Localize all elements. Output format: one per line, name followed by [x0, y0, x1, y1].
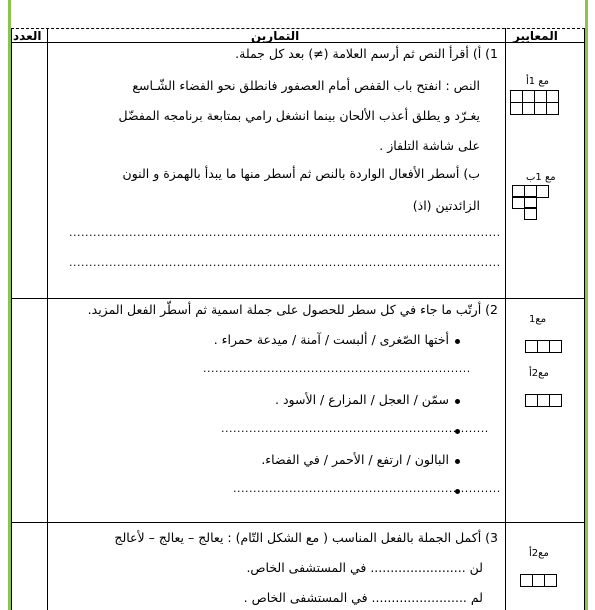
- ex1-text-line-3: على شاشة التلفاز .: [379, 138, 480, 153]
- ex2-item-2: سمّن / العجل / المزارع / الأسود .: [275, 392, 449, 407]
- ex2-bullet-2: [455, 399, 460, 404]
- ex3-instruction: 3) أكمل الجملة بالفعل المناسب ( مع الشكل التّام) : يعالج – يعالج – لأعالج: [114, 530, 498, 545]
- ex1-criterion-b: مع 1ب: [526, 172, 556, 183]
- grid-line-right: [584, 28, 585, 610]
- ex2-bullet-3: [455, 459, 460, 464]
- row-separator-2: [11, 522, 585, 523]
- ex3-criterion: مع2أ: [529, 548, 549, 559]
- exam-sheet: [11, 0, 585, 610]
- ex1-part-b-line-2: الزائدتين (اذ): [412, 198, 480, 213]
- grid-line-score: [47, 28, 48, 610]
- ex2-score-boxes-1: [526, 340, 562, 353]
- row-separator-1: [11, 298, 585, 299]
- ex1-instruction: 1) أ) أقرأ النص ثم أرسم العلامة (≠) بعد كل جملة.: [235, 46, 498, 61]
- header-exercises: التمارين: [251, 29, 300, 43]
- ex2-item-3: البالون / ارتفع / الأحمر / في الفضاء.: [261, 452, 449, 467]
- ex1-criterion-a: مع 1أ: [526, 76, 550, 87]
- ex1-score-boxes-a-row2: [511, 102, 559, 115]
- ex3-line-2: لم ........................ في المستشفى الخاص .: [243, 590, 483, 605]
- ex1-text-line-2: يغـرّد و يطلق أعذب الألحان بينما انشغل رامي بمتابعة برنامجه المفضّل: [118, 108, 480, 123]
- ex1-score-boxes-b-row3: [513, 207, 537, 220]
- ex2-criterion-2: مع2أ: [529, 368, 549, 379]
- header-criteria: المعايير: [513, 29, 558, 43]
- header-score: العدد: [13, 29, 42, 43]
- ex1-answer-line-2: ............................................................................................................: [69, 256, 501, 269]
- ex3-line-1: لن ........................ في المستشفى الخاص.: [246, 560, 483, 575]
- ex2-score-boxes-2: [526, 394, 562, 407]
- ex2-answer-1: ...................................................................: [203, 362, 471, 375]
- ex1-answer-line-1: ............................................................................................................: [69, 226, 501, 239]
- ex2-answer-2: ...................................................................: [221, 422, 489, 435]
- ex2-item-1: أختها الصّغرى / ألبست / آمنة / ميدعة حمراء .: [213, 332, 449, 347]
- ex3-score-boxes: [521, 574, 557, 587]
- ex2-answer-3: ...................................................................: [233, 482, 501, 495]
- ex1-text-line-1: النص : انفتح باب القفص أمام العصفور فانطلق نحو الفضاء الشّـاسع: [132, 78, 480, 93]
- ex2-instruction: 2) أرتّب ما جاء في كل سطر للحصول على جملة اسمية ثم أسطّر الفعل المزيد.: [87, 302, 498, 317]
- grid-line-criteria: [505, 28, 506, 610]
- page-border-right: [585, 0, 588, 610]
- grid-line-left: [11, 28, 12, 610]
- ex2-bullet-1: [455, 339, 460, 344]
- ex2-criterion-1: مع1: [529, 314, 547, 325]
- ex1-part-b-line-1: ب) أسطر الأفعال الواردة بالنص ثم أسطر منها ما يبدأ بالهمزة و النون: [122, 166, 480, 181]
